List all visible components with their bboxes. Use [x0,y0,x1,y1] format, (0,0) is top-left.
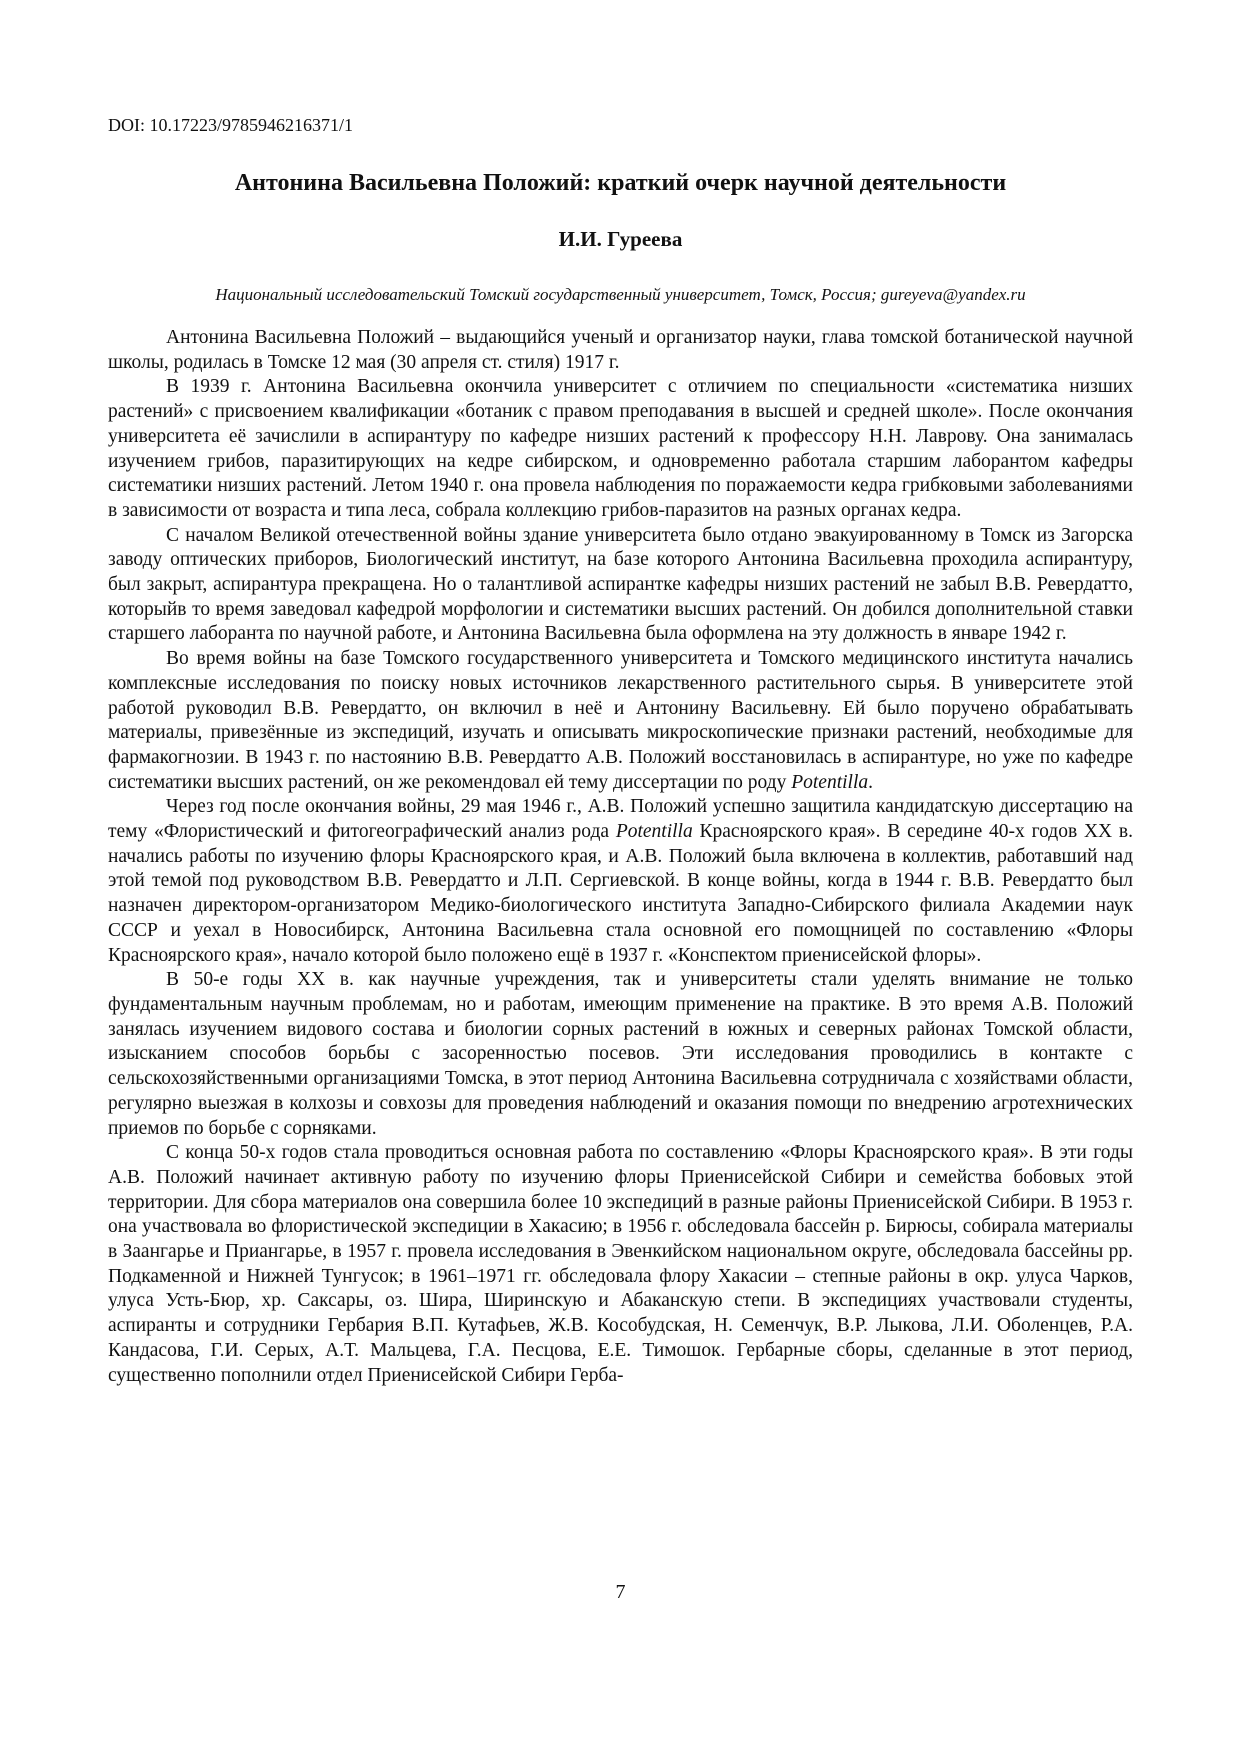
paragraph-text: Во время войны на базе Томского государственного университета и Томского медицинского института начались комплексные исследования по поиску новых источников лекарственного растительного сырья. В университете этой работой руководил В.В. Ревердатто, он включил в неё и Антонину Васильевну. Ей было поручено обрабатывать материалы, привезённые из экспедиций, изучать и описывать микроскопические признаки растений, необходимые для фармакогнозии. В 1943 г. по настоянию В.В. Ревердатто А.В. Положий восстановилась в аспирантуре, но уже по кафедре систематики высших растений, он же рекомендовал ей тему диссертации по роду [108,648,1133,793]
article-body [108,326,1133,1388]
page-number: 7 [615,1581,626,1603]
paragraph-text: Через год после окончания войны, 29 мая 1946 г., А.В. Положий успешно защитила кандидатскую диссертацию на тему «Флористический и фитогеографический анализ рода [108,796,1133,843]
article-title: Антонина Васильевна Положий: краткий очерк научной деятельности [234,170,1007,196]
paragraph-text: Красноярского края». В середине 40-х годов XX в. начались работы по изучению флоры Красноярского края, и А.В. Положий была включена в коллектив, работавший над этой темой под руководством В.В. Ревердатто и Л.П. Сергиевской. В конце войны, когда в 1944 г. В.В. Ревердатто был назначен директором-организатором Медико-биологического института Западно-Сибирского филиала Академии наук СССР и уехал в Новосибирск, Антонина Васильевна стала основной его помощницей по составлению «Флоры Красноярского края», начало которой было положено ещё в 1937 г. «Конспектом приенисейской флоры». [108,821,1133,966]
paragraph [108,375,1133,523]
paragraph-text: В 50-е годы XX в. как научные учреждения, так и университеты стали уделять внимание не только фундаментальным научным проблемам, но и работам, имеющим применение на практике. В это время А.В. Положий занялась изучением видового состава и биологии сорных растений в южных и северных районах Томской области, изысканием способов борьбы с засоренностью посевов. Эти исследования проводились в контакте с сельскохозяйственными организациями Томска, в этот период Антонина Васильевна сотрудничала с хозяйствами области, регулярно выезжая в колхозы и совхозы для проведения наблюдений и оказания помощи по внедрению агротехнических приемов по борьбе с сорняками. [108,969,1133,1139]
paragraph-text: Антонина Васильевна Положий – выдающийся ученый и организатор науки, глава томской ботанической научной школы, родилась в Томске 12 мая (30 апреля ст. стиля) 1917 г. [108,327,1133,373]
paragraph [108,326,1133,375]
paragraph-text: С конца 50-х годов стала проводиться основная работа по составлению «Флоры Красноярского края». В эти годы А.В. Положий начинает активную работу по изучению флоры Приенисейской Сибири и семейства бобовых этой территории. Для сбора материалов она совершила более 10 экспедиций в разные районы Приенисейской Сибири. В 1953 г. она участвовала во флористической экспедиции в Хакасию; в 1956 г. обследовала бассейн р. Бирюсы, собирала материалы в Заангарье и Приангарье, в 1957 г. провела исследования в Эвенкийском национальном округе, обследовала бассейны рр. Подкаменной и Нижней Тунгусок; в 1961–1971 гг. обследовала флору Хакасии – степные районы в окр. улуса Чарков, улуса Усть-Бюр, хр. Саксары, оз. Шира, Ширинскую и Абаканскую степи. В экспедициях участвовали студенты, аспиранты и сотрудники Гербария В.П. Кутафьев, Ж.В. Кособудская, Н. Семенчук, В.Р. Лыкова, Л.И. Оболенцев, Р.А. Кандасова, Г.И. Серых, А.Т. Мальцева, Г.А. Песцова, Е.Е. Тимошок. Гербарные сборы, сделанные в этот период, существенно пополнили отдел Приенисейской Сибири Герба- [108,1142,1133,1386]
paragraph [108,795,1133,968]
paragraph-text: С началом Великой отечественной войны здание университета было отдано эвакуированному в Томск из Загорска заводу оптических приборов, Биологический институт, на базе которого Антонина Васильевна проходила аспирантуру, был закрыт, аспирантура прекращена. Но о талантливой аспирантке кафедры низших растений не забыл В.В. Ревердатто, которыйв то время заведовал кафедрой морфологии и систематики высших растений. Он добился дополнительной ставки старшего лаборанта по научной работе, и Антонина Васильевна была оформлена на эту должность в январе 1942 г. [108,524,1133,645]
doi-line: DOI: 10.17223/9785946216371/1 [108,115,353,135]
paragraph [108,647,1133,795]
paragraph-text: В 1939 г. Антонина Васильевна окончила университет с отличием по специальности «систематика низших растений» с присвоением квалификации «ботаник с правом преподавания в высшей и средней школе». После окончания университета её зачислили в аспирантуру по кафедре низших растений к профессору Н.Н. Лаврову. Она занималась изучением грибов, паразитирующих на кедре сибирском, и одновременно работала старшим лаборантом кафедры систематики низших растений. Летом 1940 г. она провела наблюдения по поражаемости кедра грибковыми заболеваниями в зависимости от возраста и типа леса, собрала коллекцию грибов-паразитов на разных органах кедра. [108,376,1133,521]
author-name: И.И. Гуреева [558,227,683,251]
genus-name: Potentilla [615,821,693,843]
paragraph [108,1141,1133,1388]
author-affiliation: Национальный исследовательский Томский государственный университет, Томск, Россия; gureyeva@yandex.ru [215,285,1026,304]
paragraph-text: . [868,771,873,793]
paragraph [108,524,1133,648]
paragraph [108,968,1133,1141]
genus-name: Potentilla [791,771,869,793]
